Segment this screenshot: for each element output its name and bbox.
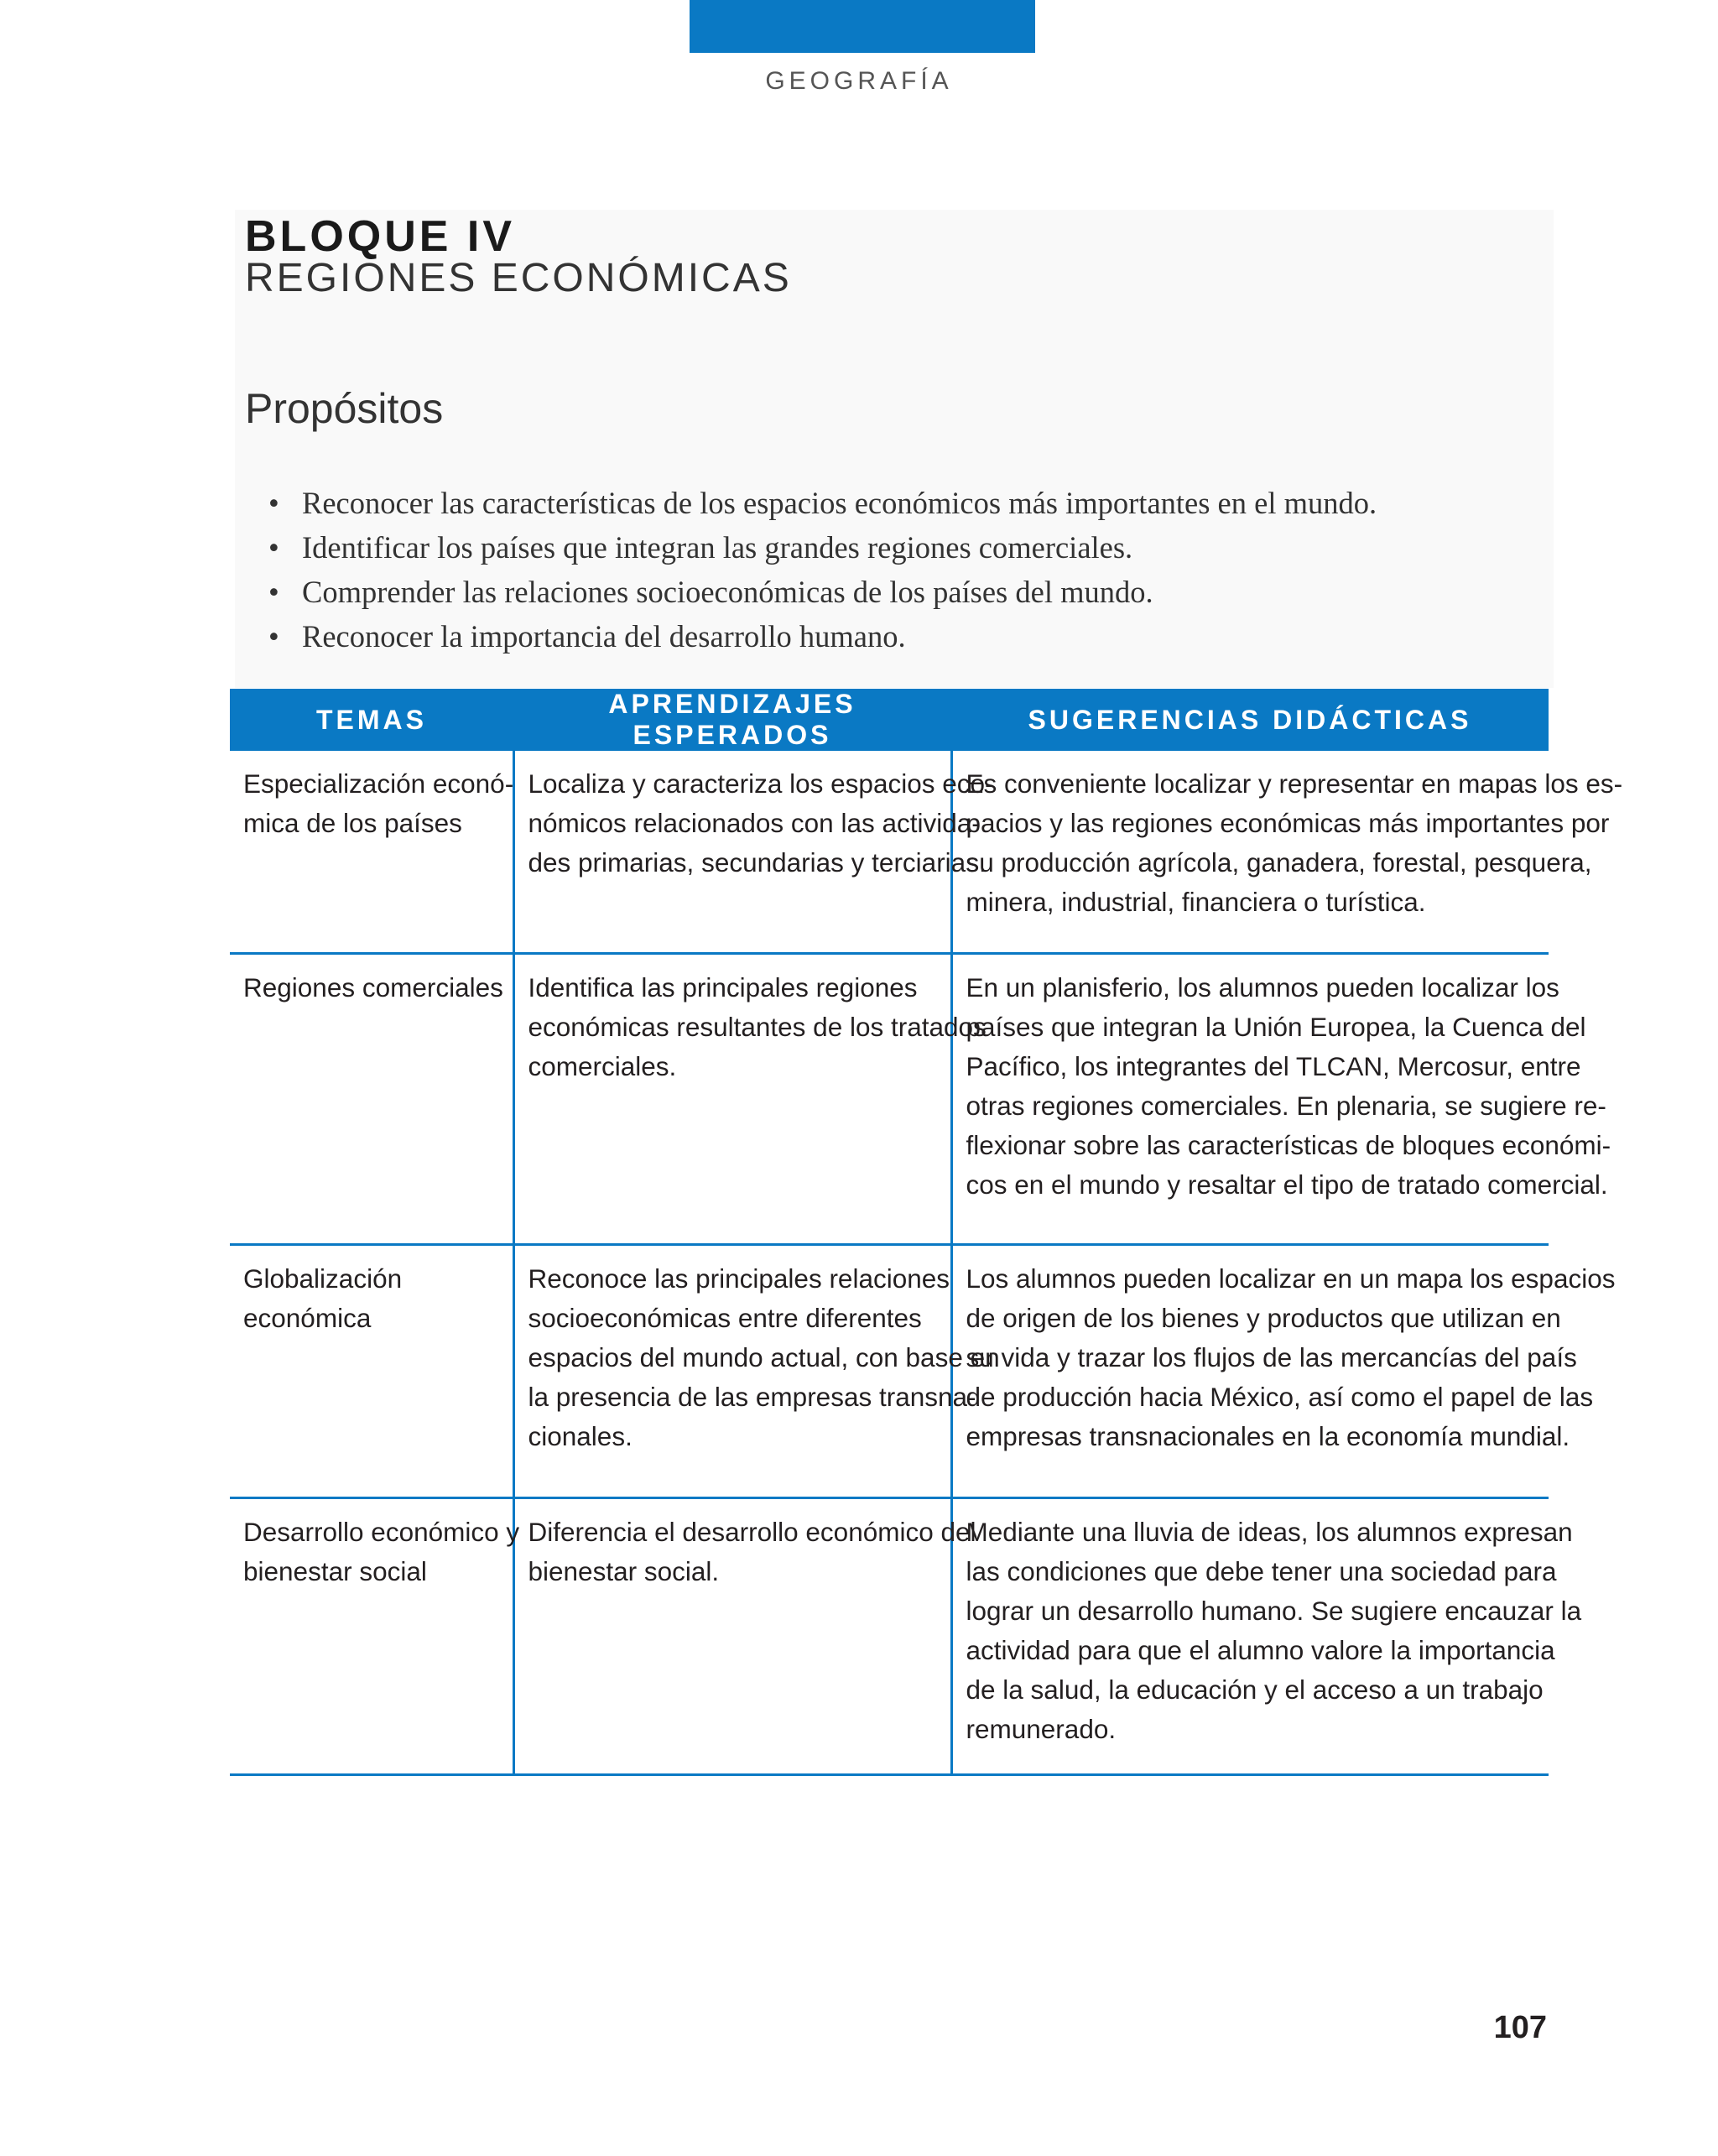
aprendizaje-cell <box>513 751 994 953</box>
cell-line: Globalización <box>243 1263 403 1294</box>
purpose-item <box>268 525 1377 570</box>
cell-line: comerciales. <box>528 1050 677 1081</box>
sugerencia-cell <box>951 751 1623 953</box>
cell-line: económicas resultantes de los tratados <box>528 1011 987 1042</box>
cell-line: de origen de los bienes y productos que utilizan en <box>966 1302 1561 1333</box>
table-header-row <box>230 689 1549 751</box>
header-sugerencias: SUGERENCIAS DIDÁCTICAS <box>951 689 1549 751</box>
cell-line: Identifica las principales regiones <box>528 971 918 1002</box>
cell-line: des primarias, secundarias y terciarias. <box>528 847 987 878</box>
purpose-text: Reconocer la importancia del desarrollo humano. <box>302 619 906 654</box>
cell-line: de la salud, la educación y el acceso a un trabajo <box>966 1674 1544 1705</box>
table-row <box>230 953 1549 1244</box>
purpose-text: Reconocer las características de los espacios económicos más importantes en el mundo. <box>302 486 1377 520</box>
cell-line: Desarrollo económico y <box>243 1516 520 1547</box>
bullet-icon: • <box>268 530 279 565</box>
tema-cell <box>230 751 513 953</box>
aprendizaje-cell <box>513 953 987 1244</box>
cell-line: empresas transnacionales en la economía mundial. <box>966 1420 1570 1451</box>
cell-line: pacios y las regiones económicas más importantes por <box>966 808 1610 838</box>
cell-line: Es conveniente localizar y representar en mapas los es- <box>966 768 1623 799</box>
purposes-list <box>268 481 1377 659</box>
cell-line: otras regiones comerciales. En plenaria, se sugiere re- <box>966 1090 1606 1121</box>
bullet-icon: • <box>268 575 279 609</box>
table-row <box>230 751 1549 953</box>
cell-line: mica de los países <box>243 808 462 838</box>
cell-line: Especialización econó- <box>243 768 514 799</box>
sugerencia-cell <box>951 1244 1616 1497</box>
cell-line: Pacífico, los integrantes del TLCAN, Mercosur, entre <box>966 1050 1581 1081</box>
tema-cell <box>230 953 513 1244</box>
cell-line: Diferencia el desarrollo económico del <box>528 1516 976 1547</box>
cell-line: su producción agrícola, ganadera, forestal, pesquera, <box>966 847 1592 878</box>
cell-line: Regiones comerciales <box>243 971 503 1002</box>
cell-line: Localiza y caracteriza los espacios eco- <box>528 768 994 799</box>
cell-line: nómicos relacionados con las activida- <box>528 808 981 838</box>
cell-line: su vida y trazar los flujos de las mercancías del país <box>966 1341 1577 1372</box>
cell-line: actividad para que el alumno valore la importancia <box>966 1634 1555 1665</box>
cell-line: bienestar social <box>243 1555 427 1586</box>
cell-line: países que integran la Unión Europea, la Cuenca del <box>966 1011 1586 1042</box>
purpose-item <box>268 481 1377 525</box>
cell-line: En un planisferio, los alumnos pueden localizar los <box>966 971 1559 1002</box>
cell-line: socioeconómicas entre diferentes <box>528 1302 922 1333</box>
block-title: BLOQUE IV <box>245 212 516 261</box>
cell-line: las condiciones que debe tener una sociedad para <box>966 1555 1557 1586</box>
cell-line: Reconoce las principales relaciones <box>528 1263 950 1294</box>
header-color-bar <box>690 0 1035 53</box>
cell-line: económica <box>243 1302 372 1333</box>
sugerencia-cell <box>951 1497 1582 1774</box>
sugerencia-cell <box>951 953 1611 1244</box>
purpose-text: Comprender las relaciones socioeconómicas de los países del mundo. <box>302 575 1153 609</box>
block-subtitle: REGIONES ECONÓMICAS <box>245 256 792 300</box>
cell-line: lograr un desarrollo humano. Se sugiere encauzar la <box>966 1595 1582 1626</box>
purpose-item <box>268 614 1377 659</box>
tema-cell <box>230 1497 520 1774</box>
cell-line: flexionar sobre las características de bloques económi- <box>966 1129 1611 1160</box>
tema-cell <box>230 1244 513 1497</box>
bullet-icon: • <box>268 619 279 654</box>
cell-line: bienestar social. <box>528 1555 720 1586</box>
cell-line: Los alumnos pueden localizar en un mapa los espacios <box>966 1263 1616 1294</box>
curriculum-table <box>230 689 1623 1776</box>
section-header: GEOGRAFÍA <box>765 67 953 95</box>
aprendizaje-cell <box>513 1497 976 1774</box>
cell-line: la presencia de las empresas transna- <box>528 1381 976 1412</box>
purpose-item <box>268 570 1377 614</box>
cell-line: remunerado. <box>966 1713 1117 1744</box>
table-row <box>230 1497 1549 1774</box>
header-aprendizajes: APRENDIZAJES ESPERADOS <box>513 689 951 751</box>
purpose-text: Identificar los países que integran las grandes regiones comerciales. <box>302 530 1133 565</box>
purposes-heading: Propósitos <box>245 385 444 432</box>
cell-line: cos en el mundo y resaltar el tipo de tratado comercial. <box>966 1169 1608 1200</box>
cell-line: minera, industrial, financiera o turística. <box>966 887 1426 917</box>
page-number: 107 <box>1493 2010 1547 2045</box>
cell-line: de producción hacia México, así como el papel de las <box>966 1381 1594 1412</box>
bullet-icon: • <box>268 486 279 520</box>
cell-line: Mediante una lluvia de ideas, los alumnos expresan <box>966 1516 1573 1547</box>
cell-line: cionales. <box>528 1420 633 1451</box>
header-temas: TEMAS <box>230 689 513 751</box>
aprendizaje-cell <box>513 1244 1000 1497</box>
table-row <box>230 1244 1549 1497</box>
cell-line: espacios del mundo actual, con base en <box>528 1341 1000 1372</box>
